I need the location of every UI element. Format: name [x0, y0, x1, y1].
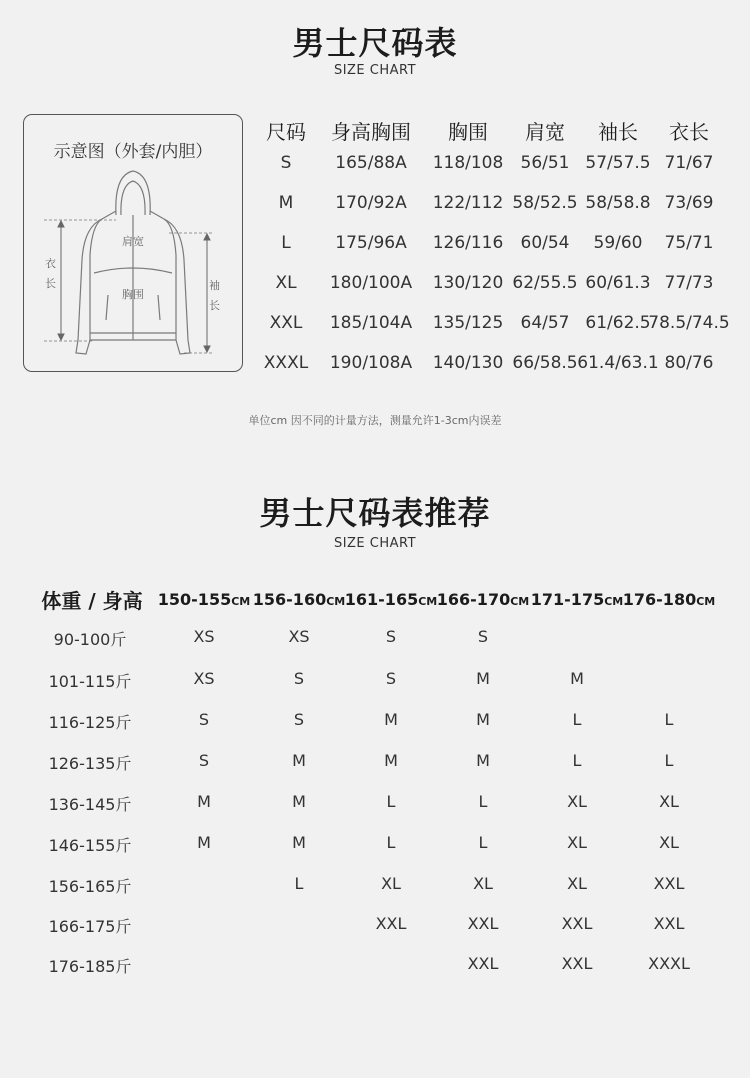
- size-table-size: M: [278, 193, 294, 213]
- size-table-cell: 80/76: [664, 353, 714, 373]
- height-unit: CM: [604, 595, 624, 608]
- size-table-cell: 59/60: [593, 233, 643, 253]
- size-table-cell: 57/57.5: [585, 153, 651, 173]
- recommended-size: XXL: [561, 914, 593, 933]
- recommended-size: L: [478, 833, 488, 852]
- recommended-size: L: [664, 751, 674, 770]
- size-table-cell: 75/71: [664, 233, 714, 253]
- size-table-header: 胸围: [448, 120, 488, 144]
- recommended-size: M: [292, 833, 306, 852]
- size-chart-subtitle: SIZE CHART: [333, 63, 417, 78]
- height-range-header: [437, 590, 529, 609]
- recommended-size: L: [572, 751, 582, 770]
- recommendation-title: 男士尺码表推荐: [259, 494, 491, 532]
- size-table-header: 身高胸围: [331, 120, 411, 144]
- recommended-size: L: [478, 792, 488, 811]
- size-table-cell: 73/69: [664, 193, 714, 213]
- weight-range: 166-175斤: [48, 917, 132, 936]
- size-table-cell: 175/96A: [335, 233, 407, 253]
- recommended-size: L: [664, 710, 674, 729]
- weight-range: 116-125斤: [48, 713, 132, 732]
- recommended-size: L: [386, 833, 396, 852]
- size-table-cell: 135/125: [432, 313, 504, 333]
- recommended-size: M: [292, 792, 306, 811]
- size-table-size: XL: [275, 273, 297, 293]
- shoulder-label: 肩宽: [122, 235, 144, 248]
- height-range-header: [253, 590, 345, 609]
- recommended-size: L: [386, 792, 396, 811]
- size-table-cell: 61.4/63.1: [577, 353, 659, 373]
- length-label-1: 衣: [45, 257, 56, 270]
- size-table-cell: 126/116: [432, 233, 504, 253]
- recommended-size: S: [198, 751, 210, 770]
- size-table-cell: 62/55.5: [512, 273, 578, 293]
- size-chart-title: 男士尺码表: [292, 24, 458, 62]
- size-table-size: S: [280, 153, 292, 173]
- size-table-cell: 61/62.5: [585, 313, 651, 333]
- size-table-cell: 77/73: [664, 273, 714, 293]
- recommended-size: M: [197, 792, 211, 811]
- height-range-header: [345, 590, 437, 609]
- size-table-cell: 71/67: [664, 153, 714, 173]
- length-label-2: 长: [45, 277, 56, 290]
- recommended-size: S: [293, 710, 305, 729]
- size-table-cell: 58/52.5: [512, 193, 578, 213]
- size-table-cell: 60/61.3: [585, 273, 651, 293]
- size-table-header: 袖长: [598, 120, 638, 144]
- height-range: 150-155: [157, 590, 232, 609]
- recommended-size: S: [477, 627, 489, 646]
- size-table-size: L: [281, 233, 291, 253]
- recommended-size: XS: [193, 627, 215, 646]
- size-table-cell: 56/51: [520, 153, 570, 173]
- recommended-size: XXL: [653, 874, 685, 893]
- recommended-size: L: [572, 710, 582, 729]
- weight-range: 101-115斤: [48, 672, 132, 691]
- recommended-size: S: [198, 710, 210, 729]
- height-unit: CM: [326, 595, 346, 608]
- recommended-size: M: [570, 669, 584, 688]
- weight-range: 176-185斤: [48, 957, 132, 976]
- recommended-size: XL: [473, 874, 493, 893]
- recommended-size: XL: [567, 874, 587, 893]
- jacket-diagram: [23, 114, 243, 372]
- height-unit: CM: [231, 595, 251, 608]
- size-table-cell: 185/104A: [329, 313, 413, 333]
- height-unit: CM: [510, 595, 530, 608]
- recommended-size: XL: [659, 792, 679, 811]
- size-table-cell: 170/92A: [335, 193, 407, 213]
- diagram-label: 示意图（外套/内胆）: [53, 142, 213, 162]
- recommended-size: XL: [567, 792, 587, 811]
- measurement-note: 单位cm 因不同的计量方法，测量允许1-3cm内误差: [248, 414, 502, 427]
- height-range-header: [623, 590, 715, 609]
- recommended-size: XXXL: [648, 954, 690, 973]
- recommended-size: XXL: [561, 954, 593, 973]
- size-table-cell: 66/58.5: [512, 353, 578, 373]
- recommended-size: S: [293, 669, 305, 688]
- height-range-header: [158, 590, 250, 609]
- height-range: 161-165: [344, 590, 419, 609]
- recommendation-subtitle: SIZE CHART: [333, 536, 417, 551]
- weight-range: 136-145斤: [48, 795, 132, 814]
- size-table-cell: 190/108A: [329, 353, 413, 373]
- recommended-size: XL: [659, 833, 679, 852]
- recommended-size: S: [385, 669, 397, 688]
- sleeve-label-1: 袖: [209, 279, 220, 292]
- size-table-size: XXL: [269, 313, 303, 333]
- weight-range: 156-165斤: [48, 877, 132, 896]
- recommended-size: XL: [567, 833, 587, 852]
- weight-range: 146-155斤: [48, 836, 132, 855]
- height-range: 176-180: [622, 590, 697, 609]
- recommended-size: M: [476, 751, 490, 770]
- recommended-size: XL: [381, 874, 401, 893]
- height-unit: CM: [696, 595, 716, 608]
- size-table-cell: 60/54: [520, 233, 570, 253]
- recommended-size: XS: [288, 627, 310, 646]
- recommended-size: XXL: [467, 914, 499, 933]
- height-range: 156-160: [252, 590, 327, 609]
- recommended-size: XXL: [653, 914, 685, 933]
- recommended-size: M: [476, 710, 490, 729]
- recommended-size: M: [384, 751, 398, 770]
- size-table-cell: 78.5/74.5: [648, 313, 730, 333]
- size-table-cell: 130/120: [432, 273, 504, 293]
- recommended-size: M: [476, 669, 490, 688]
- size-table-cell: 58/58.8: [585, 193, 651, 213]
- size-table-cell: 165/88A: [335, 153, 407, 173]
- weight-height-corner: 体重 / 身高: [41, 589, 143, 613]
- size-table-size: XXXL: [263, 353, 309, 373]
- height-unit: CM: [418, 595, 438, 608]
- weight-range: 126-135斤: [48, 754, 132, 773]
- jacket-illustration: [24, 115, 242, 371]
- size-table-cell: 140/130: [432, 353, 504, 373]
- sleeve-label-2: 长: [209, 299, 220, 312]
- recommended-size: S: [385, 627, 397, 646]
- recommended-size: XXL: [375, 914, 407, 933]
- chest-label: 胸围: [122, 288, 144, 301]
- size-table-cell: 122/112: [432, 193, 504, 213]
- size-table-cell: 180/100A: [329, 273, 413, 293]
- height-range: 171-175: [530, 590, 605, 609]
- recommended-size: M: [384, 710, 398, 729]
- size-table-cell: 118/108: [432, 153, 504, 173]
- recommended-size: M: [292, 751, 306, 770]
- height-range: 166-170: [436, 590, 511, 609]
- size-table-header: 肩宽: [525, 120, 565, 144]
- recommended-size: L: [294, 874, 304, 893]
- size-table-header: 尺码: [266, 120, 306, 144]
- weight-range: 90-100斤: [53, 630, 127, 649]
- size-table-header: 衣长: [669, 120, 709, 144]
- recommended-size: XS: [193, 669, 215, 688]
- recommended-size: XXL: [467, 954, 499, 973]
- height-range-header: [531, 590, 623, 609]
- recommended-size: M: [197, 833, 211, 852]
- size-table-cell: 64/57: [520, 313, 570, 333]
